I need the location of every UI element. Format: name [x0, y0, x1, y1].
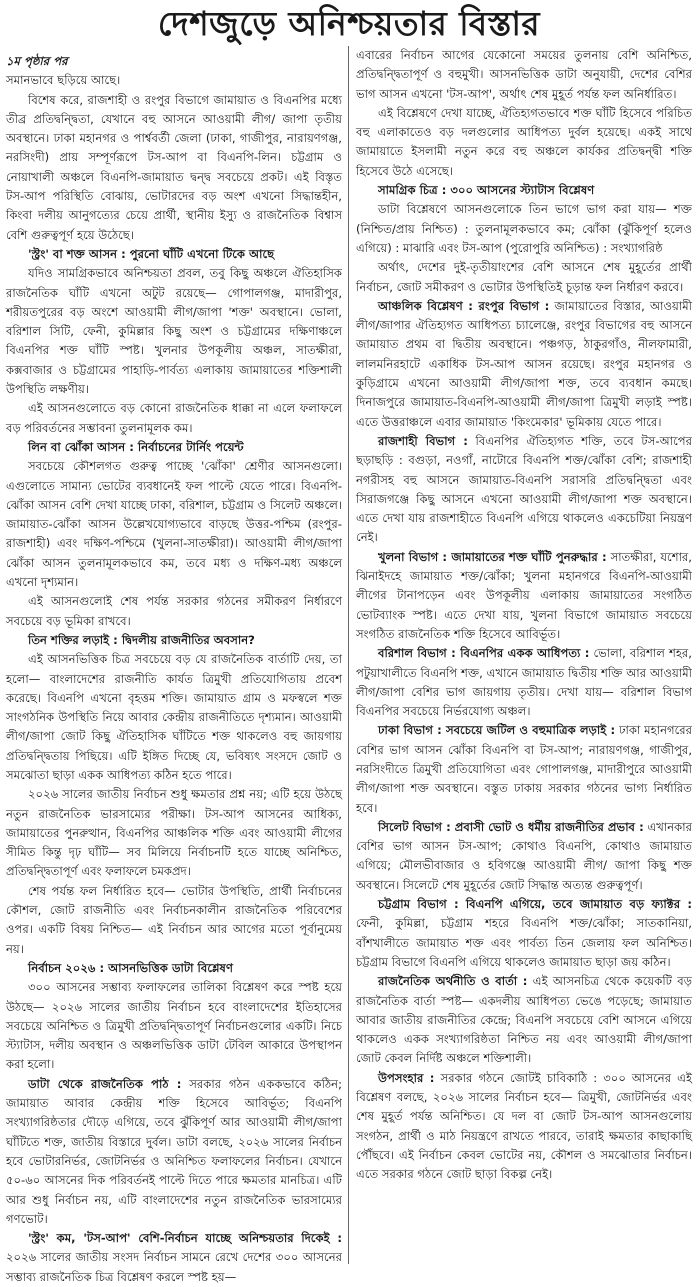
- paragraph: এই আসনভিত্তিক চিত্র সবচেয়ে বড় যে রাজনৈতিক বার্তাটি দেয়, তা হলো— বাংলাদেশের রাজনীতি কার্যত ত্রিমুখী প্রতিযোগিতায় প্রবেশ করেছে। বিএনপি এখনো বৃহত্তম শক্তি। জামায়াত গ্রাম ও মফস্বলে শক্ত সাংগঠনিক উপস্থিতি নিয়ে আবার কেন্দ্রীয় রাজনীতিতে দৃশ্যমান। আওয়ামী লীগ/জাপা জোট কিছু ঐতিহাসিক ঘাঁটিতে শক্ত থাকলেও বহু জায়গায় প্রতিদ্বন্দ্বিতায় পিছিয়ে। এটি ইঙ্গিত দিচ্ছে যে, ভবিষ্যৎ সংসদে জোট ও সমঝোতা ছাড়া একক আধিপত্য কঠিন হতে পারে।: [6, 652, 342, 782]
- paragraph: সবচেয়ে কৌশলগত গুরুত্ব পাচ্ছে 'ঝোঁকা' শ্রেণীর আসনগুলো। এগুলোতে সামান্য ভোটের ব্যবধানেই ফল পাল্টে যেতে পারে। বিএনপি-ঝোঁকা আসন বেশি দেখা যাচ্ছে ঢাকা, বরিশাল, চট্টগ্রাম ও সিলেট অঞ্চলে। জামায়াত-ঝোঁকা আসন উল্লেখযোগ্যভাবে বাড়ছে উত্তর-পশ্চিম (রংপুর-রাজশাহী) এবং দক্ষিণ-পশ্চিমে (খুলনা-সাতক্ষীরা)। আওয়ামী লীগ/জাপা ঝোঁকা আসন তুলনামূলকভাবে কম, তবে মধ্য ও দক্ষিণ-মধ্য অঞ্চলে এখনো দৃশ্যমান।: [6, 459, 342, 590]
- paragraph: এবারের নির্বাচন আগের যেকোনো সময়ের তুলনায় বেশি অনিশ্চিত, প্রতিদ্বন্দ্বিতাপূর্ণ ও বহুমুখী। আসনভিত্তিক ডাটা অনুযায়ী, দেশের বেশির ভাগ আসন এখনো 'টস-আপ', অর্থাৎ শেষ মুহূর্ত পর্যন্ত ফল অনির্ধারিত।: [356, 48, 692, 101]
- section-subheading: নির্বাচন ২০২৬ : আসনভিত্তিক ডাটা বিশ্লেষণ: [28, 960, 233, 975]
- paragraph: [356, 721, 692, 817]
- headline: দেশজুড়ে অনিশ্চয়তার বিস্তার: [157, 4, 541, 43]
- paragraph-lead-heading: উপসংহার :: [378, 1070, 435, 1085]
- paragraph: ডাটা বিশ্লেষণে আসনগুলোকে তিন ভাগে ভাগ করা যায়— শক্ত (নিশ্চিত/প্রায় নিশ্চিত) : তুলনামূলকভাবে কম; ঝোঁকা (ঝুঁকিপূর্ণ হলেও এগিয়ে) : মাঝারি এবং টস-আপ (পুরোপুরি অনিশ্চিত) : সংখ্যাগরিষ্ঠ: [356, 202, 692, 255]
- paragraph-text: বিএনপির ঐতিহ্যগত শক্তি, তবে টস-আপের ছড়াছড়ি : বগুড়া, নওগাঁ, নাটোরে বিএনপি শক্ত/ঝোঁকা বেশি; রাজশাহী নগরীসহ বহু আসনে জামায়াত-বিএনপি সরাসরি প্রতিদ্বন্দ্বিতা এবং সিরাজগঞ্জে কিছু আসনে এখনো আওয়ামী লীগ/জাপা শক্ত অবস্থানে। এতে দেখা যায় রাজশাহীতে বিএনপি এগিয়ে থাকলেও একচেটিয়া নিয়ন্ত্রণ নেই।: [356, 433, 693, 545]
- paragraph-lead-heading: ডাটা থেকে রাজনৈতিক পাঠ :: [28, 1076, 182, 1091]
- paragraph: যদিও সামগ্রিকভাবে অনিশ্চয়তা প্রবল, তবু কিছু অঞ্চলে ঐতিহাসিক রাজনৈতিক ঘাঁটি এখনো অটুট রয়েছে— গোপালগঞ্জ, মাদারীপুর, শরীয়তপুরের বড় অংশে আওয়ামী লীগ/জাপা 'শক্ত' অবস্থানে। ভোলা, বরিশাল সিটি, ফেনী, কুমিল্লার কিছু অংশ ও চট্টগ্রামের দক্ষিণাঞ্চলে বিএনপির শক্ত ঘাঁটি স্পষ্ট। খুলনার উপকূলীয় অঞ্চল, সাতক্ষীরা, কক্সবাজার ও চট্টগ্রামের পাহাড়ি-পার্বত্য এলাকায় জামায়াতের শক্তিশালী উপস্থিতি লক্ষণীয়।: [6, 266, 342, 397]
- paragraph-text: সাতক্ষীরা, যশোর, ঝিনাইদহে জামায়াত শক্ত/ঝোঁকা; খুলনা মহানগরে বিএনপি-আওয়ামী লীগের টানাপড়েন এবং উপকূলীয় এলাকায় জামায়াতের সংগঠিত ভোটব্যাংক স্পষ্ট। এতে দেখা যায়, খুলনা বিভাগে জামায়াত সবচেয়ে সংগঠিত রাজনৈতিক শক্তি হিসেবে আবির্ভূত।: [356, 549, 692, 641]
- paragraph: [356, 297, 692, 432]
- paragraph: বিশেষ করে, রাজশাহী ও রংপুর বিভাগে জামায়াত ও বিএনপির মধ্যে তীব্র প্রতিদ্বন্দ্বিতা, যেখানে বহু আসনে আওয়ামী লীগ/ জাপা তৃতীয় অবস্থানে। ঢাকা মহানগর ও পার্শ্ববর্তী জেলা (ঢাকা, গাজীপুর, নারায়ণগঞ্জ, নরসিংদী) প্রায় সম্পূর্ণরূপে টস-আপ বা বিএনপি-লিন। চট্টগ্রাম ও নোয়াখালী অঞ্চলে বিএনপি-জামায়াত দ্বন্দ্ব সবচেয়ে প্রকট। এই বিস্তৃত টস-আপ পরিস্থিতি বোঝায়, ভোটারদের বড় অংশ এখনো সিদ্ধান্তহীন, কিংবা দলীয় আনুগত্যের চেয়ে প্রার্থী, স্থানীয় ইস্যু ও রাজনৈতিক বিশ্বাস বেশি গুরুত্বপূর্ণ হয়ে উঠেছে।: [6, 92, 342, 242]
- paragraph-lead-heading: সিলেট বিভাগ : প্রবাসী ভোট ও ধর্মীয় রাজনীতির প্রভাব :: [378, 819, 644, 834]
- paragraph: [6, 1229, 342, 1287]
- paragraph-lead-heading: 'স্ট্রং' কম, 'টস-আপ' বেশি-নির্বাচন যাচ্ছে অনিশ্চয়তার দিকেই :: [28, 1231, 342, 1246]
- paragraph: [356, 548, 692, 644]
- paragraph-text: সরকার গঠন এককভাবে কঠিন; জামায়াত আবার কেন্দ্রীয় শক্তি হিসেবে আবির্ভূত; বিএনপি সংখ্যাগরিষ্ঠতার দৌড়ে এগিয়ে, তবে ঝুঁকিপূর্ণ আর আওয়ামী লীগ/জাপা ঘাঁটিতে শক্ত, জাতীয় বিস্তারে দুর্বল। ডাটা বলছে, ২০২৬ সালের নির্বাচন হবে ভোটারনির্ভর, জোটনির্ভর ও অনিশ্চিত ফলাফলের নির্বাচন। যেখানে ৫০-৬০ আসনের দিক পরিবর্তনই পাল্টে দিতে পারে ক্ষমতার মানচিত্র। এটি আর শুধু নির্বাচন নয়, এটি বাংলাদেশের নতুন রাজনৈতিক ভারসাম্যের গণভোট।: [6, 1076, 342, 1226]
- paragraph-lead-heading: ঢাকা বিভাগ : সবচেয়ে জটিল ও বহুমাত্রিক লড়াই :: [378, 723, 616, 738]
- section-subheading: 'স্ট্রং' বা শক্ত আসন : পুরনো ঘাঁটি এখনো টিকে আছে: [28, 246, 275, 261]
- section-subheading: তিন শক্তির লড়াই : দ্বিদলীয় রাজনীতির অবসান?: [28, 632, 255, 647]
- paragraph: [356, 432, 692, 548]
- paragraph-text: এখানকার বেশির ভাগ আসন টস-আপ; কোথাও বিএনপি, কোথাও জামায়াত এগিয়ে; মৌলভীবাজার ও হবিগঞ্জে আওয়ামী লীগ/ জাপা কিছু শক্ত অবস্থানে। সিলেটে শেষ মুহূর্তের জোট সিদ্ধান্ত অত্যন্ত গুরুত্বপূর্ণ।: [356, 819, 692, 892]
- paragraph-lead-heading: খুলনা বিভাগ : জামায়াতের শক্ত ঘাঁটি পুনরুদ্ধার :: [378, 549, 607, 564]
- paragraph: সমানভাবে ছড়িয়ে আছে।: [6, 73, 121, 88]
- paragraph: [356, 818, 692, 895]
- paragraph-text: সরকার গঠনে জোটই চাবিকাঠি : ৩০০ আসনের এই বিশ্লেষণ বলছে, ২০২৬ সালের নির্বাচন হবে— ত্রিমুখী, জোটনির্ভর এবং শেষ মুহূর্ত পর্যন্ত অনিশ্চিত। যে দল বা জোট টস-আপ আসনগুলোয় সংগঠন, প্রার্থী ও মাঠ নিয়ন্ত্রণে রাখতে পারবে, তারাই ক্ষমতার কাছাকাছি পৌঁছবে। এই নির্বাচন কেবল ভোটের নয়, কৌশল ও সমঝোতার নির্বাচন। এতে সরকার গঠনে জোট ছাড়া বিকল্প নেই।: [356, 1070, 692, 1182]
- column-right: [349, 46, 692, 1264]
- paragraph: ২০২৬ সালের জাতীয় নির্বাচন শুধু ক্ষমতার প্রশ্ন নয়; এটি হয়ে উঠছে নতুন রাজনৈতিক ভারসাম্যের পরীক্ষা। টস-আপ আসনের আধিক্য, জামায়াতের পুনরুত্থান, বিএনপির আঞ্চলিক শক্তি এবং আওয়ামী লীগের সীমিত কিন্তু দৃঢ় ঘাঁটি— সব মিলিয়ে নির্বাচনটি হতে যাচ্ছে অনিশ্চিত, প্রতিদ্বন্দ্বিতাপূর্ণ এবং ফলাফলে চমকপ্রদ।: [6, 787, 342, 879]
- paragraph: [356, 972, 692, 1068]
- column-left: [6, 46, 349, 1284]
- paragraph: [356, 895, 692, 972]
- paragraph: ৩০০ আসনের সম্ভাব্য ফলাফলের তালিকা বিশ্লেষণ করে স্পষ্ট হয়ে উঠছে— ২০২৬ সালের জাতীয় নির্বাচন হবে বাংলাদেশের ইতিহাসের সবচেয়ে অনিশ্চিত ও ত্রিমুখী প্রতিদ্বন্দ্বিতাপূর্ণ নির্বাচনগুলোর একটি। নিচে স্ট্যাটাস, দলীয় অবস্থান ও অঞ্চলভিত্তিক ডাটা টেবিল আকারে উপস্থাপন করা হলো।: [6, 980, 342, 1072]
- paragraph: [356, 644, 692, 721]
- article-body: [0, 46, 698, 1284]
- paragraph: এই আসনগুলোতে বড় কোনো রাজনৈতিক ধাক্কা না এলে ফলাফলে বড় পরিবর্তনের সম্ভাবনা তুলনামূলক কম।: [6, 401, 342, 435]
- paragraph-text: এই আসনচিত্র থেকে কয়েকটি বড় রাজনৈতিক বার্তা স্পষ্ট— একদলীয় আধিপত্য ভেঙে পড়েছে; জামায়াত আবার জাতীয় রাজনীতির কেন্দ্রে; বিএনপি সবচেয়ে বেশি আসনে এগিয়ে থাকলেও একক সংখ্যাগরিষ্ঠতা নিশ্চিত নয় এবং আওয়ামী লীগ/জাপা জোট কেবল নির্দিষ্ট অঞ্চলে শক্তিশালী।: [356, 974, 693, 1066]
- section-subheading: লিন বা ঝোঁকা আসন : নির্বাচনের টার্নিং পয়েন্ট: [28, 439, 244, 454]
- paragraph: এই আসনগুলোই শেষ পর্যন্ত সরকার গঠনের সমীকরণ নির্ধারণে সবচেয়ে বড় ভূমিকা রাখবে।: [6, 594, 342, 628]
- paragraph: [356, 1069, 692, 1185]
- paragraph-text: ঢাকা মহানগরের বেশির ভাগ আসন ঝোঁকা বিএনপি বা টস-আপ; নারায়ণগঞ্জ, গাজীপুর, নরসিংদীতে ত্রিমুখী প্রতিযোগিতা এবং গোপালগঞ্জ, মাদারীপুরে আওয়ামী লীগ/জাপা শক্ত অবস্থানে। বস্তুত ঢাকায় সরকার গঠনের ভাগ্য নির্ধারিত হবে।: [356, 723, 693, 815]
- paragraph-lead-heading: রাজশাহী বিভাগ :: [378, 433, 468, 448]
- paragraph: [6, 1075, 342, 1229]
- paragraph: এই বিশ্লেষণে দেখা যাচ্ছে, ঐতিহ্যগতভাবে শক্ত ঘাঁটি হিসেবে পরিচিত বহু এলাকাতেও বড় দলগুলোর আধিপত্য দুর্বল হয়েছে। একই সাথে জামায়াতে ইসলামী নতুন করে বহু অঞ্চলে কার্যকর প্রতিদ্বন্দ্বী শক্তি হিসেবে উঠে এসেছে।: [356, 105, 692, 178]
- paragraph: শেষ পর্যন্ত ফল নির্ধারিত হবে— ভোটার উপস্থিতি, প্রার্থী নির্বাচনের কৌশল, জোট রাজনীতি এবং নির্বাচনকালীন রাজনৈতিক পরিবেশের ওপর। একটি বিষয় নিশ্চিত— এই নির্বাচন আর আগের মতো পূর্বানুমেয় নয়।: [6, 883, 342, 956]
- continued-from-label: ১ম পৃষ্ঠার পর: [6, 54, 68, 68]
- section-subheading: সামগ্রিক চিত্র : ৩০০ আসনের স্ট্যাটাস বিশ্লেষণ: [378, 183, 595, 198]
- paragraph: অর্থাৎ, দেশের দুই-তৃতীয়াংশের বেশি আসনে শেষ মুহূর্তের প্রার্থী নির্বাচন, জোট সমীকরণ ও ভোটার উপস্থিতিই চূড়ান্ত ফল নির্ধারণ করবে।: [356, 260, 692, 294]
- paragraph-lead-heading: চট্টগ্রাম বিভাগ : বিএনপি এগিয়ে, তবে জামায়াত বড় ফ্যাক্টর :: [378, 897, 692, 912]
- paragraph-text: ২০২৬ সালের জাতীয় সংসদ নির্বাচন সামনে রেখে দেশের ৩০০ আসনের সম্ভাব্য রাজনৈতিক চিত্র বিশ্লেষণ করলে স্পষ্ট হয়—: [6, 1250, 342, 1284]
- paragraph-text: ভোলা, বরিশাল শহর, পটুয়াখালীতে বিএনপি শক্ত, এখানে জামায়াত দ্বিতীয় শক্তি আর আওয়ামী লীগ/জাপা বেশির ভাগ জায়গায় তৃতীয়। দেখা যায়— বরিশাল বিভাগ বিএনপির সবচেয়ে নির্ভরযোগ্য অঞ্চল।: [356, 646, 692, 719]
- paragraph-lead-heading: বরিশাল বিভাগ : বিএনপির একক আধিপত্য :: [378, 646, 590, 661]
- paragraph-lead-heading: আঞ্চলিক বিশ্লেষণ : রংপুর বিভাগ :: [378, 298, 550, 313]
- paragraph-lead-heading: রাজনৈতিক অর্থনীতি ও বার্তা :: [378, 974, 528, 989]
- paragraph-text: জামায়াতের বিস্তার, আওয়ামী লীগ/জাপার ঐতিহ্যগত আধিপত্য চ্যালেঞ্জে, রংপুর বিভাগের বহু আসনে জামায়াত প্রথম বা দ্বিতীয় অবস্থানে। পঞ্চগড়, ঠাকুরগাঁও, নীলফামারী, লালমনিরহাটে একাধিক টস-আপ আসন রয়েছে। রংপুর মহানগর ও কুড়িগ্রামে এখনো আওয়ামী লীগ/জাপা শক্ত, তবে ব্যবধান কমছে। দিনাজপুরে জামায়াত-বিএনপি-আওয়ামী লীগ/জাপা ত্রিমুখী লড়াই স্পষ্ট। এতে উত্তরাঞ্চলে এবার জামায়াত 'কিংমেকার' ভূমিকায় যেতে পারে।: [356, 298, 692, 429]
- paragraph-text: ফেনী, কুমিল্লা, চট্টগ্রাম শহরে বিএনপি শক্ত/ঝোঁকা; সাতকানিয়া, বাঁশখালীতে জামায়াত শক্ত এবং পার্বত্য তিন জেলায় ফল অনিশ্চিত। চট্টগ্রাম বিভাগে বিএনপি এগিয়ে থাকলেও জামায়াত ছাড়া জয় কঠিন।: [356, 916, 692, 969]
